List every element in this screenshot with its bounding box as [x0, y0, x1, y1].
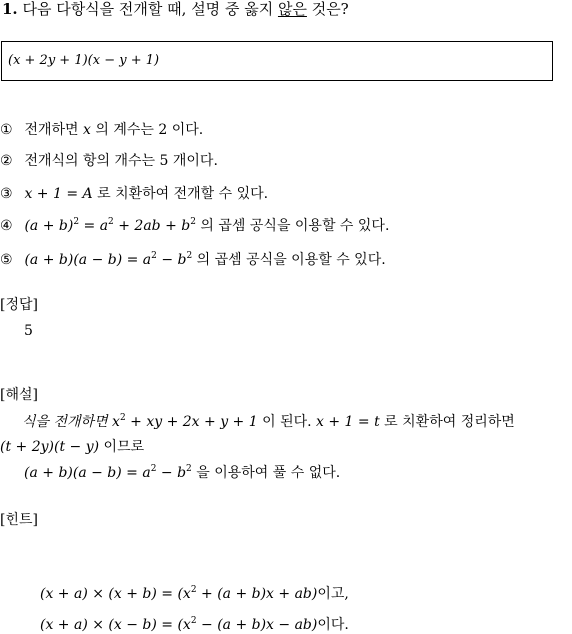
choice-2[interactable] — [0, 152, 218, 170]
choice-3[interactable] — [0, 185, 268, 203]
choice-5[interactable] — [0, 251, 386, 269]
answer-heading: [정답] — [0, 297, 38, 313]
expression-text: (x + 2y + 1)(x − y + 1) — [8, 53, 160, 68]
hint-math: + (a + b)x + ab) — [196, 586, 318, 602]
question-underlined: 않은 — [277, 0, 307, 18]
choice-text: 의 계수는 2 이다. — [90, 122, 204, 138]
choice-math: x + 1 = A — [24, 186, 93, 202]
choice-marker: ① — [0, 122, 13, 138]
choice-marker: ⑤ — [0, 252, 13, 268]
choice-1[interactable] — [0, 121, 203, 139]
choice-marker: ③ — [0, 186, 13, 202]
choice-text: 의 곱셈 공식을 이용할 수 있다. — [195, 218, 390, 234]
choice-text: 전개하면 — [24, 122, 83, 138]
question-line — [2, 0, 349, 18]
expression-box — [1, 41, 553, 81]
explanation-math: (t + 2y)(t − y) — [0, 439, 100, 455]
explanation-line-1 — [22, 413, 515, 431]
question-text-end: 것은? — [306, 0, 349, 18]
choice-math: = a — [79, 218, 109, 234]
answer-value: 5 — [24, 323, 33, 339]
question-number: 1. — [2, 0, 18, 18]
explanation-heading: [해설] — [0, 387, 38, 403]
choice-math: x — [83, 122, 91, 138]
choice-4[interactable] — [0, 217, 389, 235]
choice-text: 전개식의 항의 개수는 5 개이다. — [24, 153, 218, 169]
exponent: 2 — [190, 585, 197, 595]
hint-heading: [힌트] — [0, 512, 38, 528]
choice-text: 의 곱셈 공식을 이용할 수 있다. — [192, 252, 386, 268]
hint-line-1 — [40, 585, 349, 603]
question-text: 다음 다항식을 전개할 때, 설명 중 옳지 — [22, 0, 278, 18]
choice-marker: ④ — [0, 218, 13, 234]
hint-line-2 — [40, 616, 349, 634]
hint-math: (x + a) × (x − b) = (x — [40, 617, 191, 633]
explanation-math: x + 1 = t — [316, 414, 380, 430]
exponent: 2 — [108, 217, 114, 227]
exponent: 2 — [151, 251, 157, 261]
hint-text: 이다. — [317, 617, 349, 633]
explanation-math: 식을 전개하면 x — [22, 414, 120, 430]
exponent: 2 — [150, 464, 157, 474]
explanation-text: 을 이용하여 풀 수 없다. — [191, 465, 341, 481]
hint-text: 이고, — [317, 586, 349, 602]
explanation-line-3 — [24, 464, 340, 482]
exponent: 2 — [186, 251, 193, 261]
explanation-text: 로 치환하여 정리하면 — [379, 414, 515, 430]
explanation-math: (a + b)(a − b) = a — [24, 465, 151, 481]
explanation-math: − b — [156, 465, 187, 481]
explanation-text: 이므로 — [99, 439, 145, 455]
choice-marker: ② — [0, 153, 13, 169]
choice-math: (a + b) — [24, 218, 74, 234]
exponent: 2 — [119, 413, 126, 423]
hint-math: (x + a) × (x + b) = (x — [40, 586, 191, 602]
choice-math: (a + b)(a − b) = a — [24, 252, 152, 268]
explanation-text: 이 된다. — [257, 414, 317, 430]
exponent: 2 — [73, 217, 80, 227]
choice-text: 로 치환하여 전개할 수 있다. — [92, 186, 269, 202]
exponent: 2 — [190, 616, 197, 626]
exponent: 2 — [186, 464, 192, 474]
explanation-line-2 — [0, 438, 144, 456]
choice-math: + 2ab + b — [113, 218, 191, 234]
choice-math: − b — [156, 252, 187, 268]
explanation-math: + xy + 2x + y + 1 — [125, 414, 258, 430]
hint-math: − (a + b)x − ab) — [196, 617, 318, 633]
exponent: 2 — [190, 217, 196, 227]
